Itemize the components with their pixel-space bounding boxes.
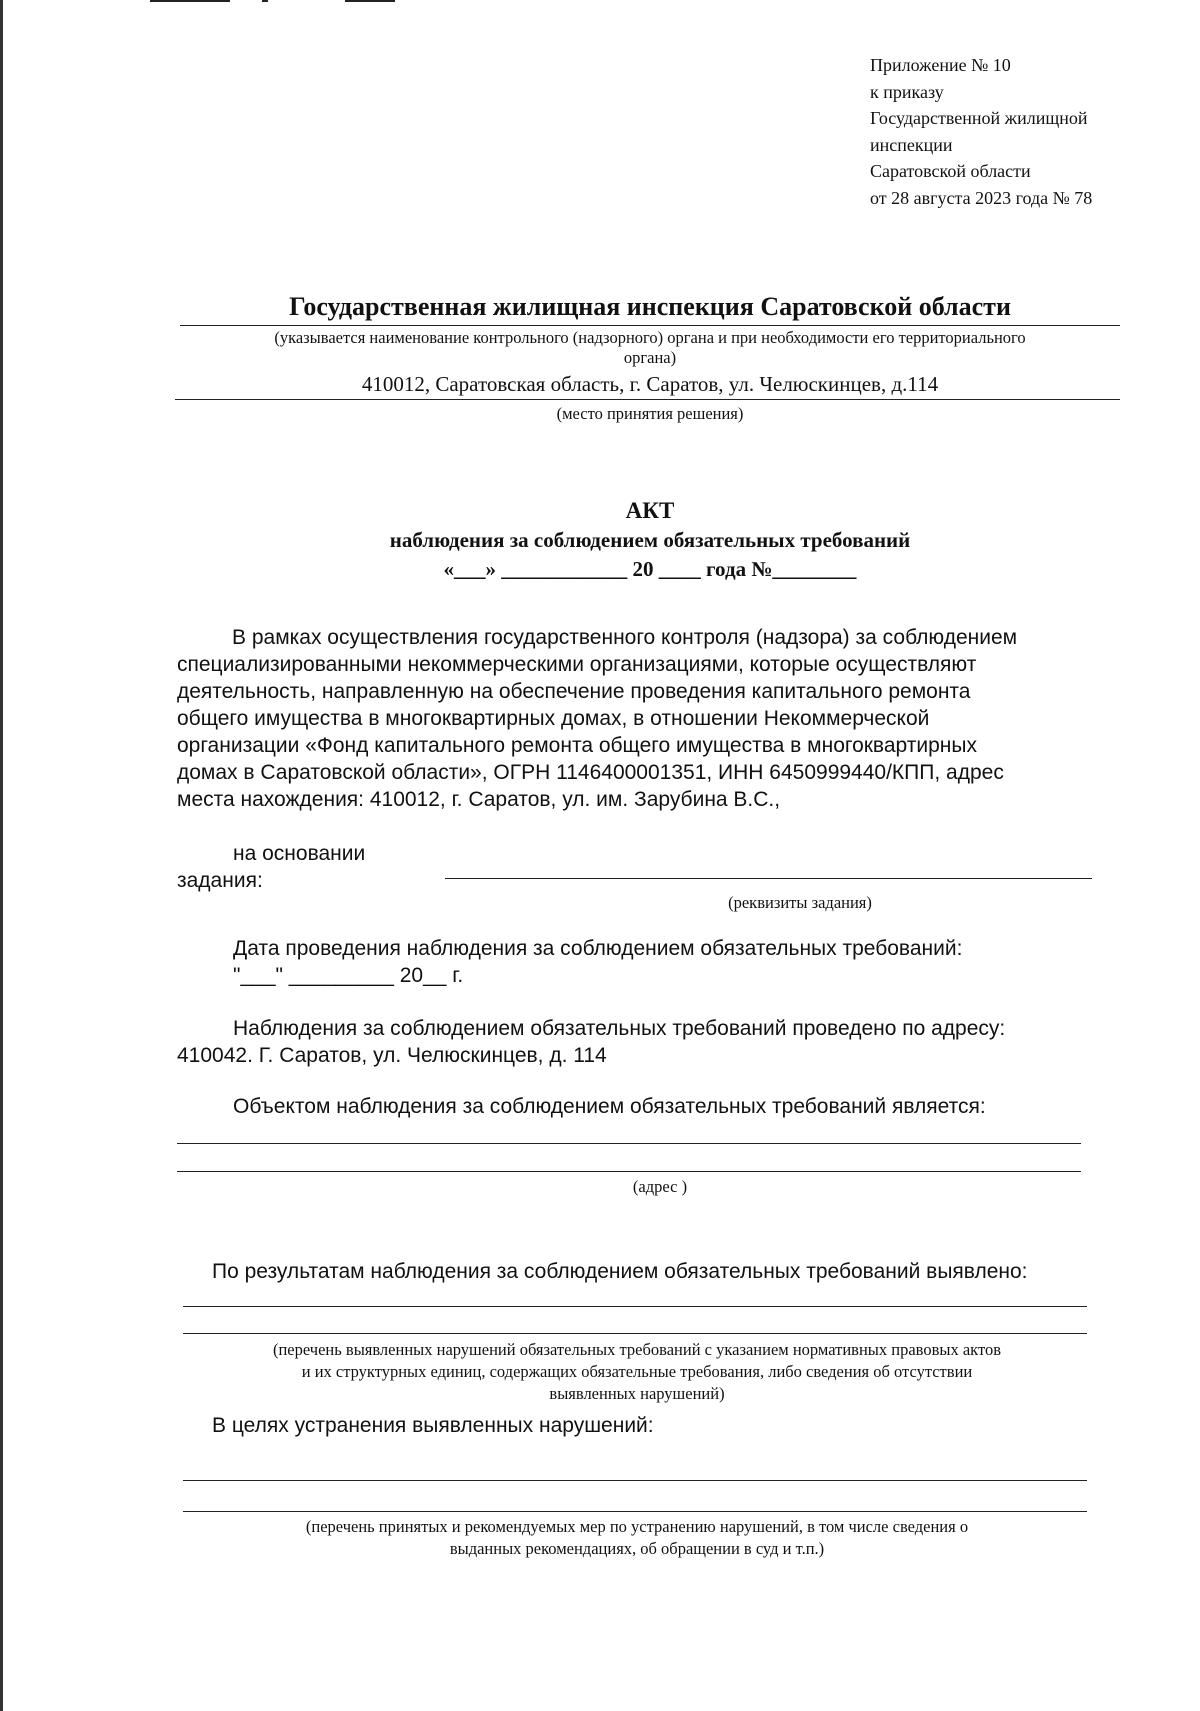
basis-input-line — [445, 878, 1092, 879]
results-caption-line: и их структурных единиц, содержащих обязательные требования, либо сведения об отсутствии — [301, 1362, 973, 1381]
appendix-block — [870, 52, 1092, 211]
address-underline — [175, 399, 1120, 400]
org-note-line: (указывается наименование контрольного (надзорного) органа и при необходимости его территориального — [274, 328, 1026, 347]
act-subtitle: наблюдения за соблюдением обязательных требований — [389, 528, 911, 552]
intro-line: домах в Саратовской области», ОГРН 1146400001351, ИНН 6450999440/КПП, адрес — [177, 761, 1004, 784]
remedy-caption-line: выданных рекомендациях, об обращении в суд и т.п.) — [449, 1539, 825, 1558]
observation-date-value: "___" _________ 20__ г. — [233, 964, 464, 987]
appendix-line: Саратовской области — [870, 161, 1031, 181]
intro-line: В рамках осуществления государственного контроля (надзора) за соблюдением — [232, 626, 1018, 649]
intro-line: общего имущества в многоквартирных домах, в отношении Некоммерческой — [177, 707, 930, 730]
scan-top-mark — [262, 0, 268, 2]
appendix-line: Приложение № 10 — [870, 55, 1011, 75]
results-caption-line: выявленных нарушений) — [549, 1384, 725, 1403]
object-caption: (адрес ) — [632, 1177, 688, 1196]
org-name: Государственная жилищная инспекция Саратовской области — [289, 292, 1011, 321]
object-input-line — [177, 1171, 1081, 1172]
object-label: Объектом наблюдения за соблюдением обязательных требований является: — [233, 1095, 986, 1118]
results-caption-line: (перечень выявленных нарушений обязательных требований с указанием нормативных правовых актов — [272, 1340, 1002, 1359]
place-caption: (место принятия решения) — [556, 404, 744, 423]
remedy-caption — [177, 1516, 1097, 1560]
act-date-number-line: «___» ____________ 20 ____ года №________ — [443, 557, 857, 581]
remedy-input-line — [183, 1480, 1087, 1481]
observation-date-label: Дата проведения наблюдения за соблюдением обязательных требований: — [233, 937, 963, 960]
act-title: АКТ — [625, 498, 675, 523]
scan-left-edge — [0, 0, 3, 1711]
object-input-line — [177, 1143, 1081, 1144]
observation-address-value: 410042. Г. Саратов, ул. Челюскинцев, д. 114 — [177, 1044, 607, 1067]
intro-line: деятельность, направленную на обеспечение проведения капитального ремонта — [177, 680, 971, 703]
basis-label-cont: задания: — [177, 869, 263, 892]
org-note-line: органа) — [623, 348, 677, 367]
intro-paragraph — [177, 624, 1107, 813]
remedy-input-line — [183, 1511, 1087, 1512]
intro-line: места нахождения: 410012, г. Саратов, ул. им. Зарубина В.С., — [177, 788, 781, 811]
appendix-line: Государственной жилищной — [870, 108, 1088, 128]
results-caption — [177, 1339, 1097, 1405]
remedy-label: В целях устранения выявленных нарушений: — [212, 1414, 654, 1437]
results-label: По результатам наблюдения за соблюдением обязательных требований выявлено: — [212, 1260, 1028, 1283]
scan-top-mark — [150, 0, 230, 2]
observation-address-label: Наблюдения за соблюдением обязательных требований проведено по адресу: — [233, 1017, 1006, 1040]
basis-label: на основании — [233, 842, 366, 865]
intro-line: специализированными некоммерческими организациями, которые осуществляют — [177, 653, 977, 676]
org-name-caption — [180, 328, 1120, 368]
scan-top-mark — [345, 0, 395, 2]
appendix-line: инспекции — [870, 134, 953, 155]
remedy-caption-line: (перечень принятых и рекомендуемых мер по устранению нарушений, в том числе сведения о — [305, 1517, 969, 1536]
decision-place-address: 410012, Саратовская область, г. Саратов, ул. Челюскинцев, д.114 — [361, 372, 939, 396]
intro-line: организации «Фонд капитального ремонта общего имущества в многоквартирных — [177, 734, 977, 757]
org-name-underline — [180, 325, 1120, 326]
appendix-line: к приказу — [870, 81, 944, 102]
results-input-line — [183, 1306, 1087, 1307]
results-input-line — [183, 1333, 1087, 1334]
appendix-line: от 28 августа 2023 года № 78 — [870, 187, 1093, 208]
basis-caption: (реквизиты задания) — [728, 893, 872, 912]
